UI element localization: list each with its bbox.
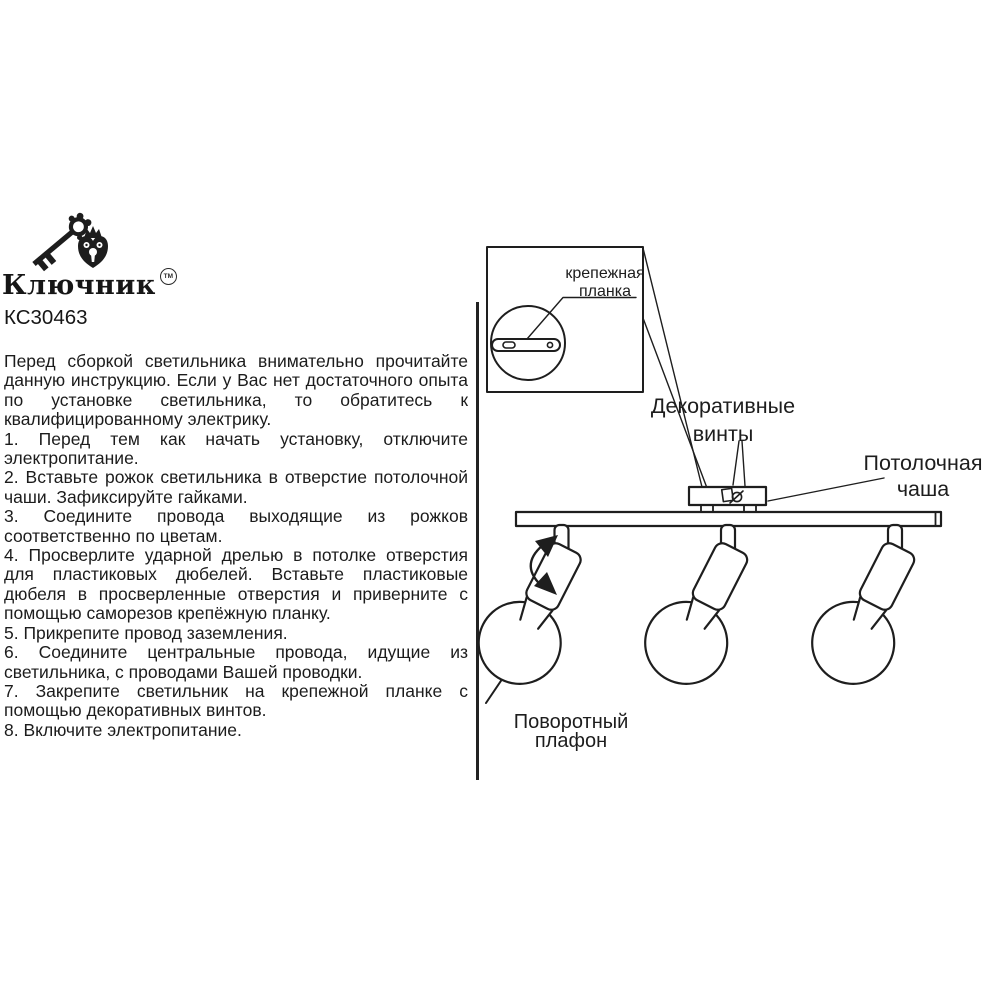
brand-name: Ключник xyxy=(2,270,156,301)
instruction-step: 4. Просверлите ударной дрелью в потолке отверстия для пластиковых дюбелей. Вставьте пластиковые дюбеля в просверленные отверстия и приверните с помощью саморезов крепёжную планку. xyxy=(4,545,468,624)
instruction-step: 1. Перед тем как начать установку, отключите электропитание. xyxy=(4,428,468,469)
model-number: КС30463 xyxy=(4,306,88,329)
instruction-step: 7. Закрепите светильник на крепежной планке с помощью декоративных винтов. xyxy=(4,680,468,721)
lamp-socket xyxy=(857,540,917,612)
ceiling-cup-group xyxy=(689,487,766,513)
instruction-step: 2. Вставьте рожок светильника в отверстие потолочной чаши. Зафиксируйте гайками. xyxy=(4,467,468,507)
lamp-socket xyxy=(690,540,750,612)
swivel-lamp xyxy=(798,530,938,698)
instruction-step: 8. Включите электропитание. xyxy=(4,719,242,740)
label-ceiling-cup: Потолочная чаша xyxy=(863,451,983,501)
label-swivel-shade: Поворотный плафон xyxy=(513,711,629,752)
instruction-step: 5. Прикрепите провод заземления. xyxy=(4,622,288,643)
trademark-badge: TM xyxy=(160,268,177,285)
instruction-intro: Перед сборкой светильника внимательно прочитайте данную инструкцию. Если у Вас нет достаточного опыта по установке светильника, то обратитесь к квалифицированному электрику. xyxy=(4,351,468,430)
label-decorative-screws: Декоративные винты xyxy=(650,394,796,446)
swivel-lamp xyxy=(631,530,771,698)
instruction-step: 3. Соедините провода выходящие из рожков соответственно по цветам. xyxy=(4,506,468,546)
instruction-step: 6. Соедините центральные провода, идущие из светильника, с проводами Вашей проводки. xyxy=(4,642,468,682)
label-bracket-plate: крепежная планка xyxy=(565,265,645,300)
bracket-label-leader xyxy=(527,298,636,340)
